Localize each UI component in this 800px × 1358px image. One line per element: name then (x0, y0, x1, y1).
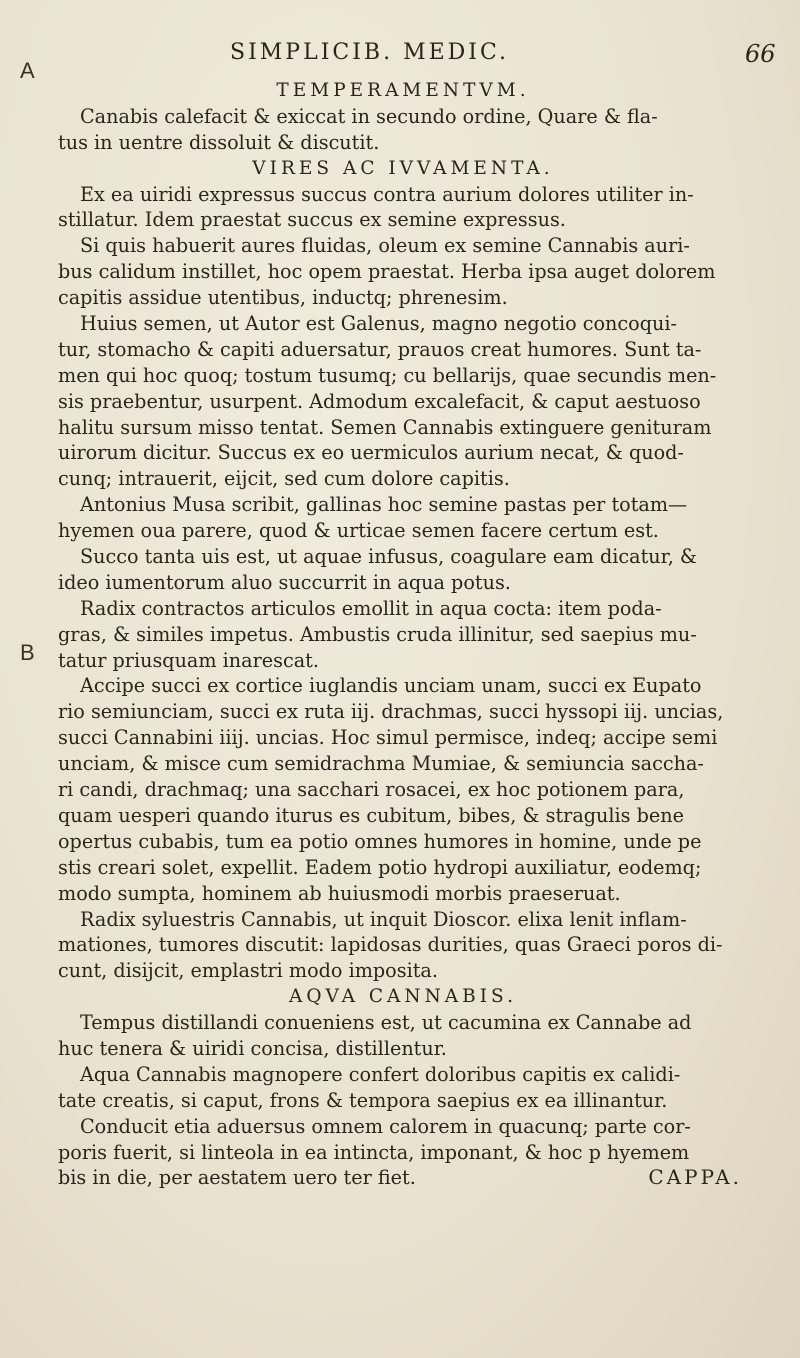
line-text: Aqua Cannabis magnopere confert doloribus capitis ex calidi- (80, 1062, 681, 1086)
section-heading (58, 78, 748, 104)
text-line (58, 907, 748, 933)
line-text: modo sumpta, hominem ab huiusmodi morbis praeseruat. (58, 881, 621, 905)
text-line (58, 104, 748, 130)
text-line (58, 415, 748, 441)
margin-letter-b: B (20, 640, 35, 665)
line-text: tur, stomacho & capiti aduersatur, prauos creat humores. Sunt ta- (58, 337, 702, 361)
line-text: huc tenera & uiridi concisa, distillentur. (58, 1036, 447, 1060)
text-line (58, 1140, 748, 1166)
line-text: Ex ea uiridi expressus succus contra aurium dolores utiliter in- (80, 182, 694, 206)
text-line (58, 440, 748, 466)
text-line (58, 285, 748, 311)
text-line (58, 958, 748, 984)
text-line (58, 1036, 748, 1062)
line-text: mationes, tumores discutit: lapidosas durities, quas Graeci poros di- (58, 933, 723, 957)
text-line (58, 596, 748, 622)
text-line (58, 389, 748, 415)
line-text: opertus cubabis, tum ea potio omnes humores in homine, unde pe (58, 829, 702, 853)
line-text: AQVA CANNABIS. (289, 986, 517, 1008)
text-line (58, 363, 748, 389)
line-text: bis in die, per aestatem uero ter fiet. (58, 1166, 416, 1190)
text-line (58, 466, 748, 492)
line-text: unciam, & misce cum semidrachma Mumiae, & semiuncia saccha- (58, 752, 704, 776)
text-line (58, 570, 748, 596)
line-text: cunq; intrauerit, eijcit, sed cum dolore capitis. (58, 467, 510, 491)
text-line (58, 855, 748, 881)
line-text: Succo tanta uis est, ut aquae infusus, coagulare eam dicatur, & (80, 545, 697, 569)
line-text: tus in uentre dissoluit & discutit. (58, 130, 380, 154)
body-text (58, 78, 748, 1191)
margin-letter-a: A (20, 58, 35, 83)
line-text: Accipe succi ex cortice iuglandis unciam unam, succi ex Eupato (80, 674, 702, 698)
text-line (58, 1010, 748, 1036)
line-text: TEMPERAMENTVM. (276, 80, 530, 101)
line-text: Antonius Musa scribit, gallinas hoc semine pastas per totam— (80, 493, 688, 517)
line-text: ri candi, drachmaq; una sacchari rosacei, ex hoc potionem para, (58, 778, 685, 802)
line-text: Huius semen, ut Autor est Galenus, magno negotio concoqui- (80, 312, 677, 336)
text-line (58, 673, 748, 699)
line-text: Si quis habuerit aures fluidas, oleum ex semine Cannabis auri- (80, 234, 690, 258)
line-text: cunt, disijcit, emplastri modo imposita. (58, 959, 438, 983)
page-number: 66 (745, 40, 776, 68)
section-heading (58, 156, 748, 182)
line-text: quam uesperi quando iturus es cubitum, bibes, & stragulis bene (58, 803, 684, 827)
line-text: gras, & similes impetus. Ambustis cruda illinitur, sed saepius mu- (58, 622, 697, 646)
line-text: halitu sursum misso tentat. Semen Cannabis extinguere genituram (58, 415, 712, 439)
line-text: VIRES AC IVVAMENTA. (252, 157, 554, 179)
text-line (58, 648, 748, 674)
text-line (58, 699, 748, 725)
text-line (58, 207, 748, 233)
line-text: tatur priusquam inarescat. (58, 648, 319, 672)
line-text: Radix contractos articulos emollit in aqua cocta: item poda- (80, 596, 662, 620)
text-line (58, 1165, 748, 1191)
line-text: hyemen oua parere, quod & urticae semen facere certum est. (58, 519, 659, 543)
line-text: sis praebentur, usurpent. Admodum excalefacit, & caput aestuoso (58, 389, 701, 413)
line-text: poris fuerit, si linteola in ea intincta, imponant, & hoc p hyemem (58, 1140, 690, 1164)
line-text: ideo iumentorum aluo succurrit in aqua potus. (58, 570, 511, 594)
line-text: Canabis calefacit & exiccat in secundo ordine, Quare & fla- (80, 104, 658, 128)
line-text: Radix syluestris Cannabis, ut inquit Dioscor. elixa lenit inflam- (80, 907, 687, 931)
text-line (58, 337, 748, 363)
text-line (58, 259, 748, 285)
line-text: succi Cannabini iiij. uncias. Hoc simul permisce, indeq; accipe semi (58, 726, 718, 750)
line-text: men qui hoc quoq; tostum tusumq; cu bellarijs, quae secundis men- (58, 363, 717, 387)
text-line (58, 311, 748, 337)
text-line (58, 518, 748, 544)
text-line (58, 492, 748, 518)
line-text: stis creari solet, expellit. Eadem potio hydropi auxiliatur, eodemq; (58, 855, 702, 879)
line-text: Tempus distillandi conueniens est, ut cacumina ex Cannabe ad (80, 1011, 692, 1035)
text-line (58, 803, 748, 829)
line-text: stillatur. Idem praestat succus ex semine expressus. (58, 208, 566, 232)
line-text: uirorum dicitur. Succus ex eo uermiculos aurium necat, & quod- (58, 441, 684, 465)
text-line (58, 1088, 748, 1114)
text-line (58, 622, 748, 648)
section-heading (58, 984, 748, 1010)
text-line (58, 777, 748, 803)
text-line (58, 932, 748, 958)
text-line (58, 1062, 748, 1088)
text-line (58, 829, 748, 855)
text-line (58, 751, 748, 777)
text-line (58, 182, 748, 208)
running-head: SIMPLICIB. MEDIC. (230, 40, 510, 65)
text-line (58, 1114, 748, 1140)
line-text: rio semiunciam, succi ex ruta iij. drachmas, succi hyssopi iij. uncias, (58, 700, 724, 724)
line-text: capitis assidue utentibus, inductq; phrenesim. (58, 286, 508, 310)
line-text: tate creatis, si caput, frons & tempora saepius ex ea illinantur. (58, 1088, 668, 1112)
text-line (58, 725, 748, 751)
catchword: CAPPA. (648, 1165, 742, 1190)
text-line (58, 130, 748, 156)
text-line (58, 881, 748, 907)
line-text: Conducit etia aduersus omnem calorem in quacunq; parte cor- (80, 1114, 691, 1138)
text-line (58, 233, 748, 259)
line-text: bus calidum instillet, hoc opem praestat. Herba ipsa auget dolorem (58, 260, 716, 284)
text-line (58, 544, 748, 570)
